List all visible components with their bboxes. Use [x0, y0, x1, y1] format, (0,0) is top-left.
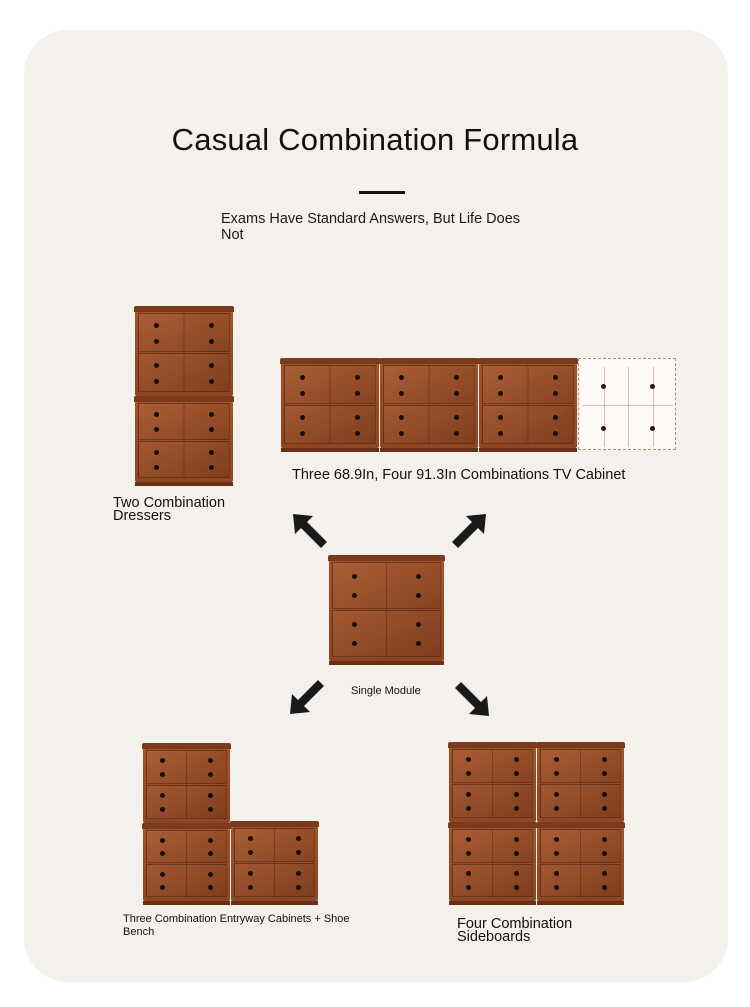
drawer-knob — [498, 375, 503, 380]
module-top — [536, 822, 625, 828]
drawer-knob — [160, 885, 165, 890]
drawer-knob — [399, 391, 404, 396]
drawer-knob — [554, 792, 559, 797]
drawer-knob — [466, 771, 471, 776]
module-top — [142, 743, 231, 749]
drawer-knob — [248, 836, 253, 841]
ghost-line — [604, 367, 605, 447]
module — [143, 743, 230, 823]
drawer-knob — [466, 851, 471, 856]
drawer-knob — [160, 793, 165, 798]
module — [231, 821, 318, 901]
module-top — [536, 742, 625, 748]
drawer-knob — [160, 872, 165, 877]
drawer-knob — [300, 431, 305, 436]
drawer-knob — [554, 837, 559, 842]
drawer — [284, 365, 376, 404]
drawer-knob — [553, 391, 558, 396]
module-base — [537, 901, 624, 905]
drawer — [234, 828, 315, 862]
module-top — [448, 742, 537, 748]
drawer — [146, 785, 227, 819]
drawer-knob — [209, 363, 214, 368]
drawer-knob — [154, 450, 159, 455]
module — [449, 742, 536, 822]
drawer-knob — [352, 641, 357, 646]
drawer-knob — [160, 758, 165, 763]
drawer-knob — [466, 885, 471, 890]
drawer-knob — [154, 412, 159, 417]
module-base — [449, 901, 536, 905]
drawer — [540, 749, 621, 783]
module-top — [448, 822, 537, 828]
drawer-knob — [466, 837, 471, 842]
module-top — [280, 358, 380, 364]
drawer-knob — [454, 375, 459, 380]
drawer-knob — [209, 379, 214, 384]
drawer-knob — [554, 771, 559, 776]
drawer-knob — [209, 412, 214, 417]
drawer — [452, 864, 533, 898]
page-subtitle: Exams Have Standard Answers, But Life Does Not — [221, 211, 521, 243]
drawer-knob — [454, 431, 459, 436]
drawer — [138, 353, 230, 392]
module — [135, 396, 233, 482]
drawer-knob — [160, 851, 165, 856]
drawer — [332, 562, 441, 609]
drawer — [452, 829, 533, 863]
drawer-knob — [355, 415, 360, 420]
single-module — [329, 555, 444, 661]
module-top — [134, 396, 234, 402]
label-entryway: Three Combination Entryway Cabinets + Shoe Bench — [123, 913, 350, 938]
ghost-line — [628, 367, 629, 447]
drawer — [540, 864, 621, 898]
drawer-knob — [601, 384, 606, 389]
drawer — [138, 403, 230, 440]
arrow-up-right-icon — [448, 512, 488, 552]
label-dressers: Two Combination Dressers — [113, 495, 226, 524]
ghost-line — [583, 405, 673, 406]
module-base — [231, 901, 318, 905]
drawer-knob — [209, 339, 214, 344]
module — [449, 822, 536, 901]
drawer-knob — [154, 323, 159, 328]
drawer-knob — [498, 391, 503, 396]
drawer-knob — [498, 431, 503, 436]
drawer-knob — [399, 415, 404, 420]
module — [537, 822, 624, 901]
drawer — [234, 863, 315, 897]
label-single: Single Module — [351, 685, 421, 697]
drawer — [332, 610, 441, 657]
drawer-knob — [160, 807, 165, 812]
drawer — [540, 829, 621, 863]
drawer-knob — [466, 806, 471, 811]
drawer-knob — [248, 885, 253, 890]
drawer-knob — [554, 851, 559, 856]
drawer — [284, 405, 376, 444]
module — [537, 742, 624, 822]
drawer — [146, 864, 227, 897]
drawer-knob — [355, 375, 360, 380]
drawer-knob — [466, 757, 471, 762]
drawer-knob — [154, 379, 159, 384]
module — [281, 358, 379, 448]
drawer-knob — [300, 375, 305, 380]
drawer — [383, 365, 475, 404]
label-sideboards: Four Combination Sideboards — [457, 916, 573, 945]
drawer-knob — [601, 426, 606, 431]
drawer-knob — [553, 375, 558, 380]
drawer-knob — [355, 431, 360, 436]
module-base — [380, 448, 478, 452]
module-base — [479, 448, 577, 452]
optional-module-outline — [578, 358, 676, 450]
drawer-knob — [553, 415, 558, 420]
drawer-knob — [498, 415, 503, 420]
module — [143, 823, 230, 901]
title-divider — [359, 191, 405, 194]
drawer-knob — [248, 850, 253, 855]
module-base — [143, 901, 230, 905]
ghost-line — [653, 367, 654, 447]
drawer-knob — [553, 431, 558, 436]
page-title: Casual Combination Formula — [171, 122, 579, 157]
drawer-knob — [454, 415, 459, 420]
arrow-down-right-icon — [451, 678, 491, 718]
module-top — [379, 358, 479, 364]
module-base — [329, 661, 444, 665]
module — [479, 358, 577, 448]
drawer-knob — [160, 838, 165, 843]
module — [135, 306, 233, 396]
drawer — [138, 313, 230, 352]
module-top — [230, 821, 319, 827]
drawer — [452, 784, 533, 818]
module-top — [134, 306, 234, 312]
drawer-knob — [554, 885, 559, 890]
module-base — [281, 448, 379, 452]
drawer-knob — [554, 806, 559, 811]
drawer — [383, 405, 475, 444]
drawer — [482, 365, 574, 404]
drawer — [452, 749, 533, 783]
drawer-knob — [160, 772, 165, 777]
module-top — [328, 555, 445, 561]
drawer-knob — [154, 339, 159, 344]
drawer — [138, 441, 230, 478]
drawer-knob — [355, 391, 360, 396]
drawer-knob — [352, 574, 357, 579]
module-top — [142, 823, 231, 829]
drawer — [540, 784, 621, 818]
drawer-knob — [399, 431, 404, 436]
drawer-knob — [352, 593, 357, 598]
drawer-knob — [466, 792, 471, 797]
drawer — [482, 405, 574, 444]
drawer-knob — [554, 757, 559, 762]
drawer-knob — [248, 871, 253, 876]
drawer-knob — [454, 391, 459, 396]
arrow-down-left-icon — [288, 676, 328, 716]
drawer-knob — [154, 363, 159, 368]
drawer-knob — [300, 415, 305, 420]
drawer-knob — [209, 323, 214, 328]
drawer-knob — [209, 450, 214, 455]
arrow-up-left-icon — [291, 512, 331, 552]
drawer — [146, 830, 227, 863]
drawer-knob — [209, 465, 214, 470]
module — [380, 358, 478, 448]
drawer-knob — [300, 391, 305, 396]
drawer-knob — [209, 427, 214, 432]
drawer-knob — [352, 622, 357, 627]
drawer — [146, 750, 227, 784]
drawer-knob — [650, 384, 655, 389]
module-top — [478, 358, 578, 364]
module-base — [135, 482, 233, 486]
drawer-knob — [399, 375, 404, 380]
label-tv-cabinet: Three 68.9In, Four 91.3In Combinations TV Cabinet — [292, 467, 626, 483]
drawer-knob — [650, 426, 655, 431]
